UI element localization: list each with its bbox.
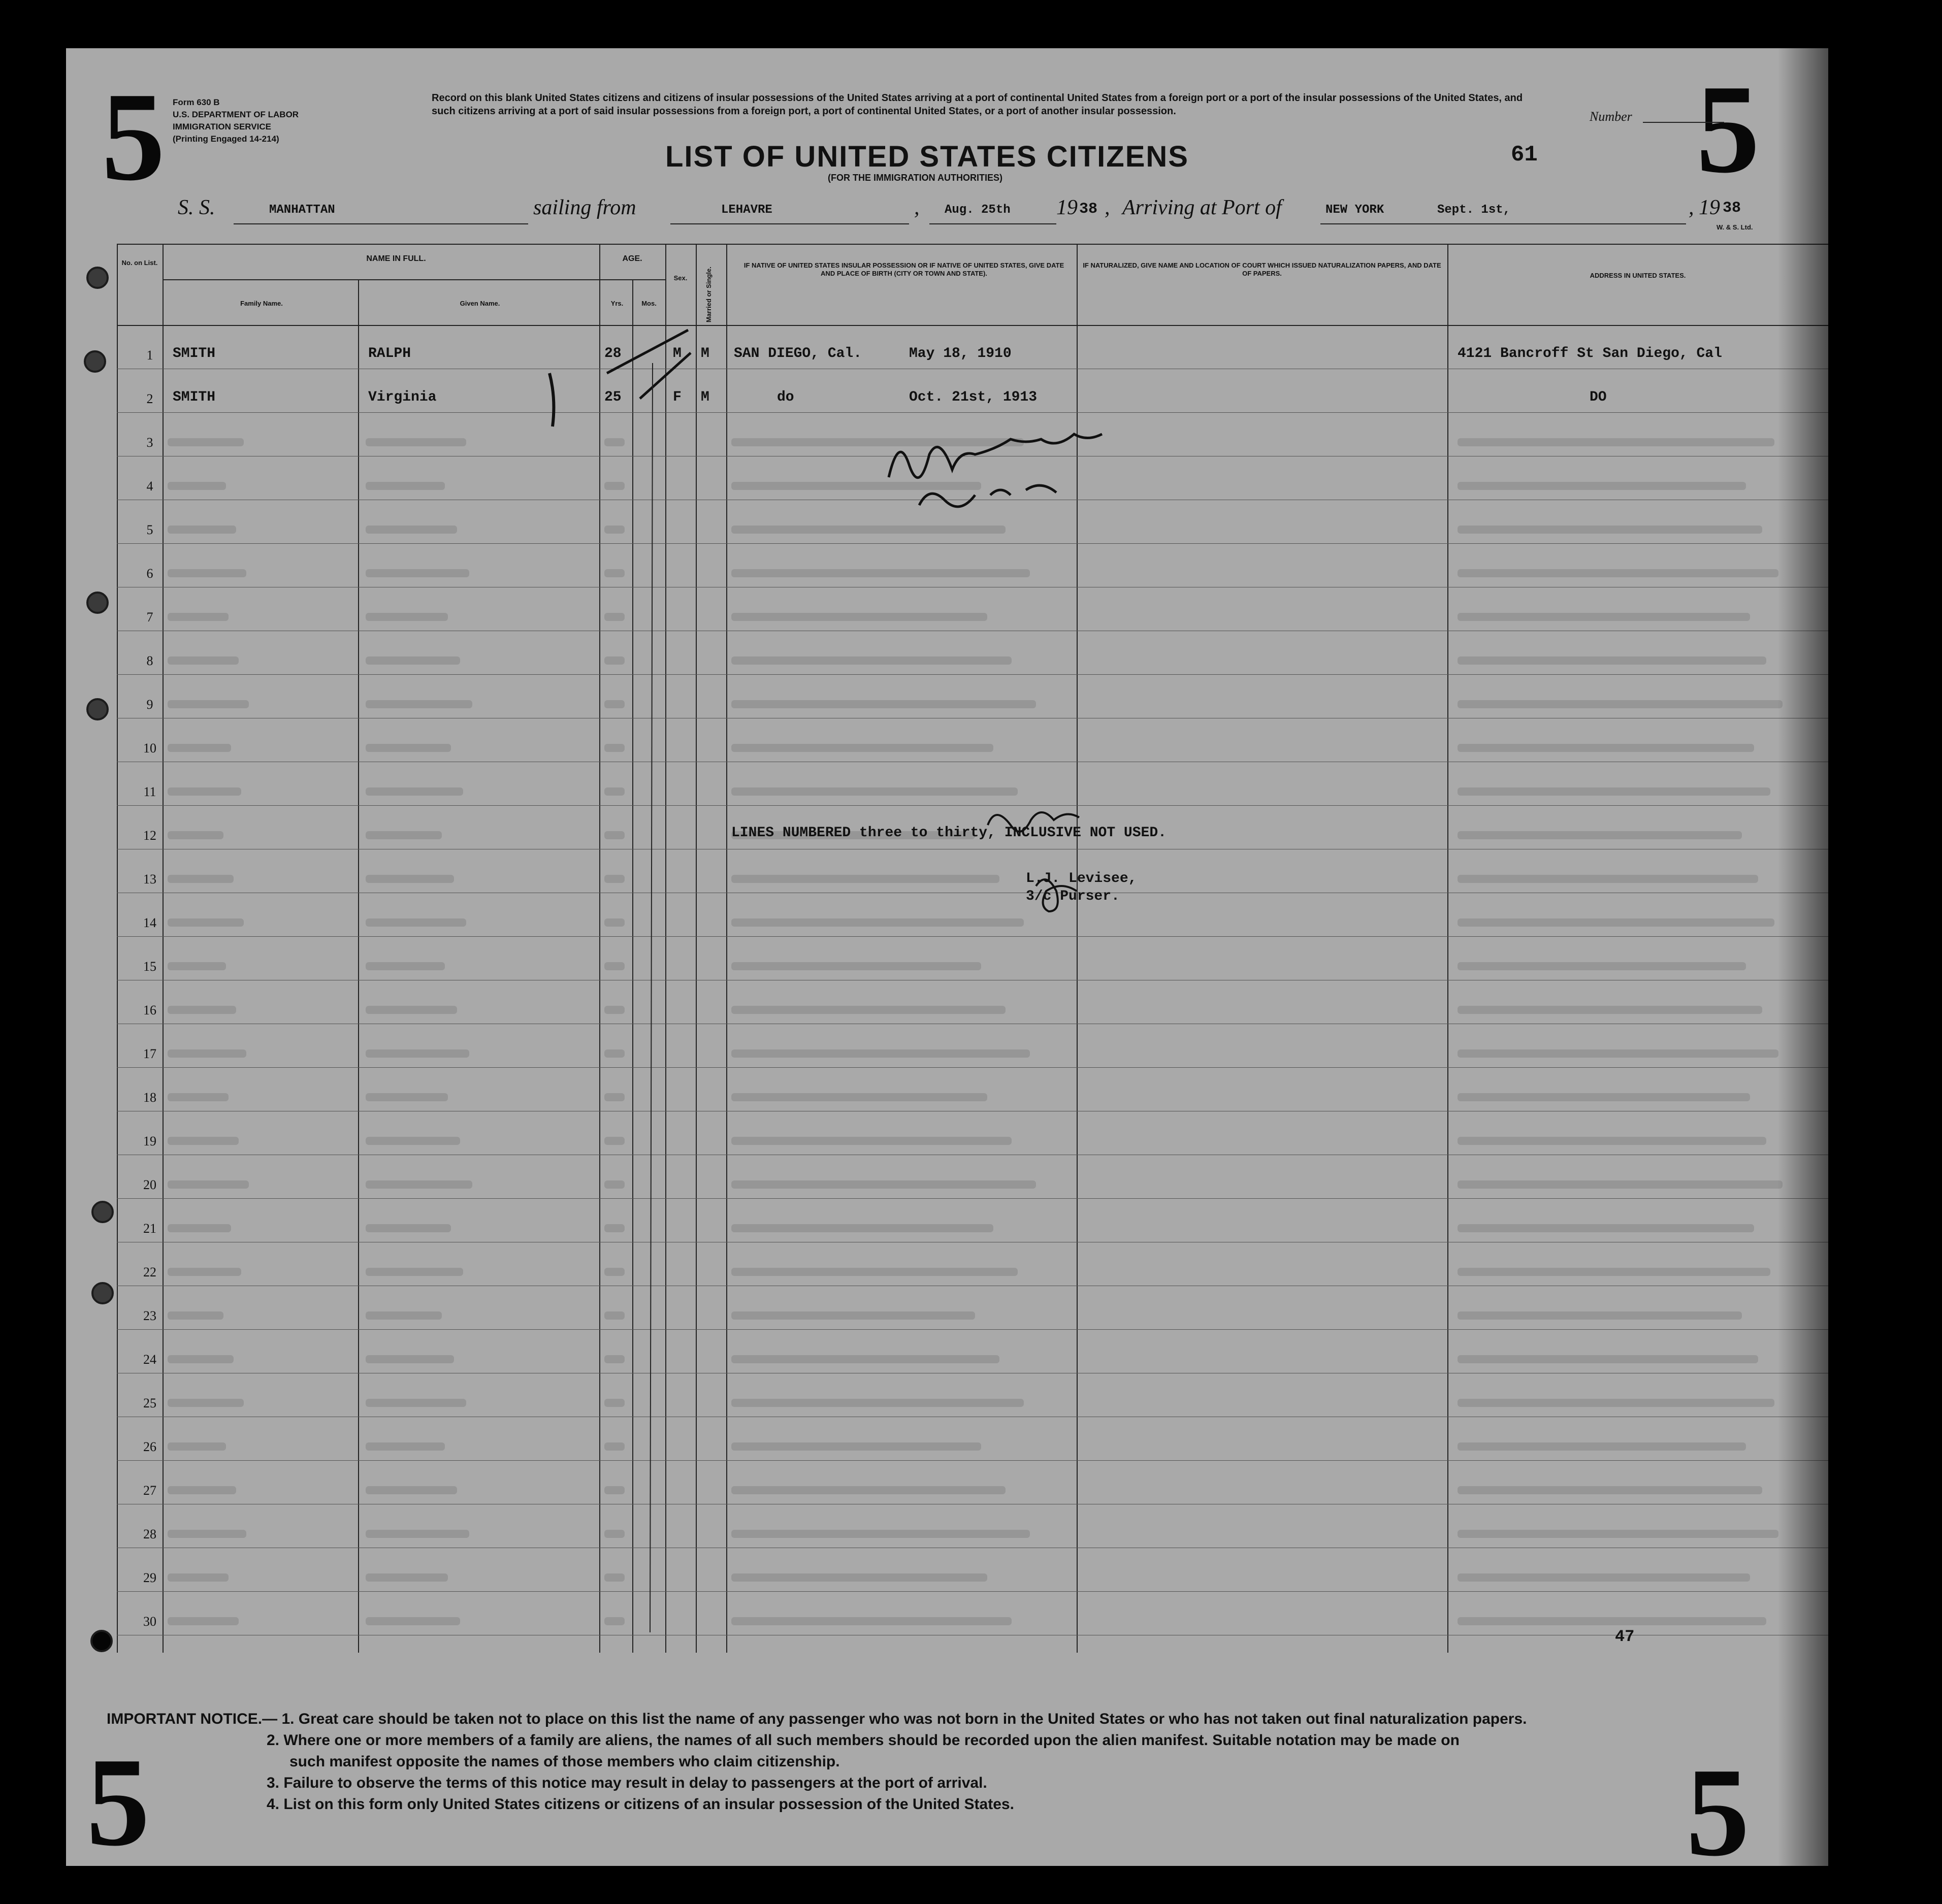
form-number: Form 630 B: [173, 97, 220, 107]
binder-hole: [91, 1201, 114, 1223]
row-number: 8: [146, 653, 153, 668]
ss-label: S. S.: [178, 196, 215, 219]
row-number: 4: [146, 479, 153, 494]
col-header-yrs: Yrs.: [610, 300, 624, 307]
row-number: 12: [143, 828, 156, 843]
notice-item-3: 3. Failure to observe the terms of this notice may result in delay to passengers at the port of arrival.: [267, 1775, 987, 1791]
row-number: 1: [146, 348, 153, 363]
family-name: SMITH: [173, 346, 216, 362]
col-header-married: Married or Single.: [705, 267, 713, 322]
row-number: 5: [146, 522, 153, 537]
sheet-number-bottom-right: 5: [1686, 1742, 1750, 1866]
col-header-naturalized: IF NATURALIZED, GIVE NAME AND LOCATION OF COURT WHICH ISSUED NATURALIZATION PAPERS, AND DATE OF PAPERS.: [1083, 261, 1441, 277]
port-to: NEW YORK: [1325, 203, 1384, 217]
row-number: 3: [146, 435, 153, 450]
row-number: 17: [143, 1046, 156, 1061]
address: DO: [1590, 389, 1607, 405]
col-header-sex: Sex.: [673, 274, 688, 282]
service: IMMIGRATION SERVICE: [173, 122, 271, 132]
printing-note: (Printing Engaged 14-214): [173, 134, 279, 144]
row-number: 6: [146, 566, 153, 581]
binder-hole: [91, 1282, 114, 1304]
row-number: 10: [143, 741, 156, 756]
arrive-date: Sept. 1st,: [1437, 203, 1511, 217]
depart-year-prefix: 19: [1056, 196, 1078, 219]
notice-item-2: 2. Where one or more members of a family are aliens, the names of all such members should be recorded upon the alien manifest. Suitable notation may be made on: [267, 1732, 1460, 1749]
printer-mark: W. & S. Ltd.: [1717, 223, 1753, 231]
row-number: 25: [143, 1396, 156, 1410]
col-header-mos: Mos.: [641, 300, 657, 307]
page-title: LIST OF UNITED STATES CITIZENS: [665, 140, 1189, 173]
marital-status: M: [701, 389, 709, 405]
arrive-year-prefix: 19: [1699, 196, 1720, 219]
bottom-page-number: 47: [1615, 1627, 1635, 1646]
birth-date: Oct. 21st, 1913: [909, 389, 1038, 405]
notice-item-1: 1. Great care should be taken not to place on this list the name of any passenger who was not born in the United States or who has not taken out final naturalization papers.: [281, 1711, 1527, 1727]
comma-3: ,: [1689, 196, 1694, 219]
purser-name: L.J. Levisee,: [1026, 871, 1137, 887]
manifest-sheet: [66, 48, 1828, 1866]
row-number: 26: [143, 1439, 156, 1454]
row-number: 21: [143, 1221, 156, 1236]
age-years: 28: [604, 346, 622, 362]
sailing-label: sailing from: [533, 196, 636, 219]
purser-title: 3/c Purser.: [1026, 889, 1120, 904]
row-number: 20: [143, 1177, 156, 1192]
depart-year: 38: [1079, 201, 1098, 218]
row-number: 14: [143, 915, 156, 930]
row-number: 28: [143, 1527, 156, 1541]
binder-hole: [84, 350, 106, 373]
port-from: LEHAVRE: [721, 203, 772, 217]
col-header-name: NAME IN FULL.: [366, 254, 426, 263]
depart-date: Aug. 25th: [945, 203, 1011, 217]
row-number: 30: [143, 1614, 156, 1629]
row-number: 24: [143, 1352, 156, 1367]
comma-2: ,: [1105, 196, 1110, 219]
sex: F: [673, 389, 682, 405]
row-number: 23: [143, 1308, 156, 1323]
notice-item-2-cont: such manifest opposite the names of those members who claim citizenship.: [289, 1753, 840, 1770]
page-number: 61: [1511, 142, 1538, 168]
binder-hole: [86, 698, 109, 720]
handwriting-overlay: [66, 48, 1828, 1866]
arrive-year: 38: [1723, 200, 1741, 217]
given-name: Virginia: [368, 389, 437, 405]
row-number: 9: [146, 697, 153, 712]
notice-line-1: [107, 1709, 1527, 1730]
row-number: 22: [143, 1265, 156, 1279]
age-years: 25: [604, 389, 622, 405]
sheet-number-top-left: 5: [102, 67, 165, 207]
row-number: 19: [143, 1134, 156, 1148]
col-header-family: Family Name.: [240, 300, 283, 307]
given-name: RALPH: [368, 346, 411, 362]
arriving-label: Arriving at Port of: [1122, 196, 1282, 219]
col-header-native: IF NATIVE OF UNITED STATES INSULAR POSSESSION OR IF NATIVE OF UNITED STATES, GIVE DATE AND PLACE OF BIRTH (CITY OR TOWN AND STATE).: [743, 261, 1064, 277]
instructions: Record on this blank United States citizens and citizens of insular possessions of the United States arriving at a port of continental United States from a foreign port or a port of the insular possessions of the United States, and such citizens arriving at a port of said insular possessions from a foreign port, a port of continental United States, or a port of another insular possession.: [432, 92, 1523, 117]
col-header-address: ADDRESS IN UNITED STATES.: [1590, 272, 1686, 279]
row-number: 29: [143, 1570, 156, 1585]
birth-place: SAN DIEGO, Cal.: [734, 346, 862, 362]
ship-name: MANHATTAN: [269, 203, 335, 217]
comma-1: ,: [914, 196, 920, 219]
row-number: 16: [143, 1003, 156, 1017]
lines-not-used-note: LINES NUMBERED three to thirty, INCLUSIVE NOT USED.: [731, 825, 1167, 841]
row-number: 13: [143, 872, 156, 887]
row-number: 11: [143, 784, 156, 799]
address: 4121 Bancroff St San Diego, Cal: [1458, 346, 1722, 362]
binder-hole: [86, 592, 109, 614]
family-name: SMITH: [173, 389, 216, 405]
notice-lead: IMPORTANT NOTICE.—: [107, 1711, 278, 1727]
department: U.S. DEPARTMENT OF LABOR: [173, 110, 299, 119]
row-number: 18: [143, 1090, 156, 1105]
marital-status: M: [701, 346, 709, 362]
col-header-age: AGE.: [622, 254, 642, 263]
page-edge-shadow: [1777, 48, 1828, 1866]
col-header-no: No. on List.: [121, 259, 158, 267]
row-number: 2: [146, 391, 153, 406]
sheet-number-top-right: 5: [1696, 59, 1760, 200]
number-label: Number: [1590, 109, 1632, 124]
sheet-number-bottom-left: 5: [86, 1732, 150, 1866]
page-subtitle: (FOR THE IMMIGRATION AUTHORITIES): [828, 173, 1002, 183]
col-header-given: Given Name.: [460, 300, 500, 307]
birth-place: do: [777, 389, 794, 405]
row-number: 7: [146, 610, 153, 625]
notice-item-4: 4. List on this form only United States citizens or citizens of an insular possession of the United States.: [267, 1796, 1014, 1813]
row-number: 15: [143, 959, 156, 974]
binder-hole: [90, 1630, 113, 1652]
binder-hole: [86, 267, 109, 289]
row-number: 27: [143, 1483, 156, 1498]
birth-date: May 18, 1910: [909, 346, 1012, 362]
sex: M: [673, 346, 682, 362]
